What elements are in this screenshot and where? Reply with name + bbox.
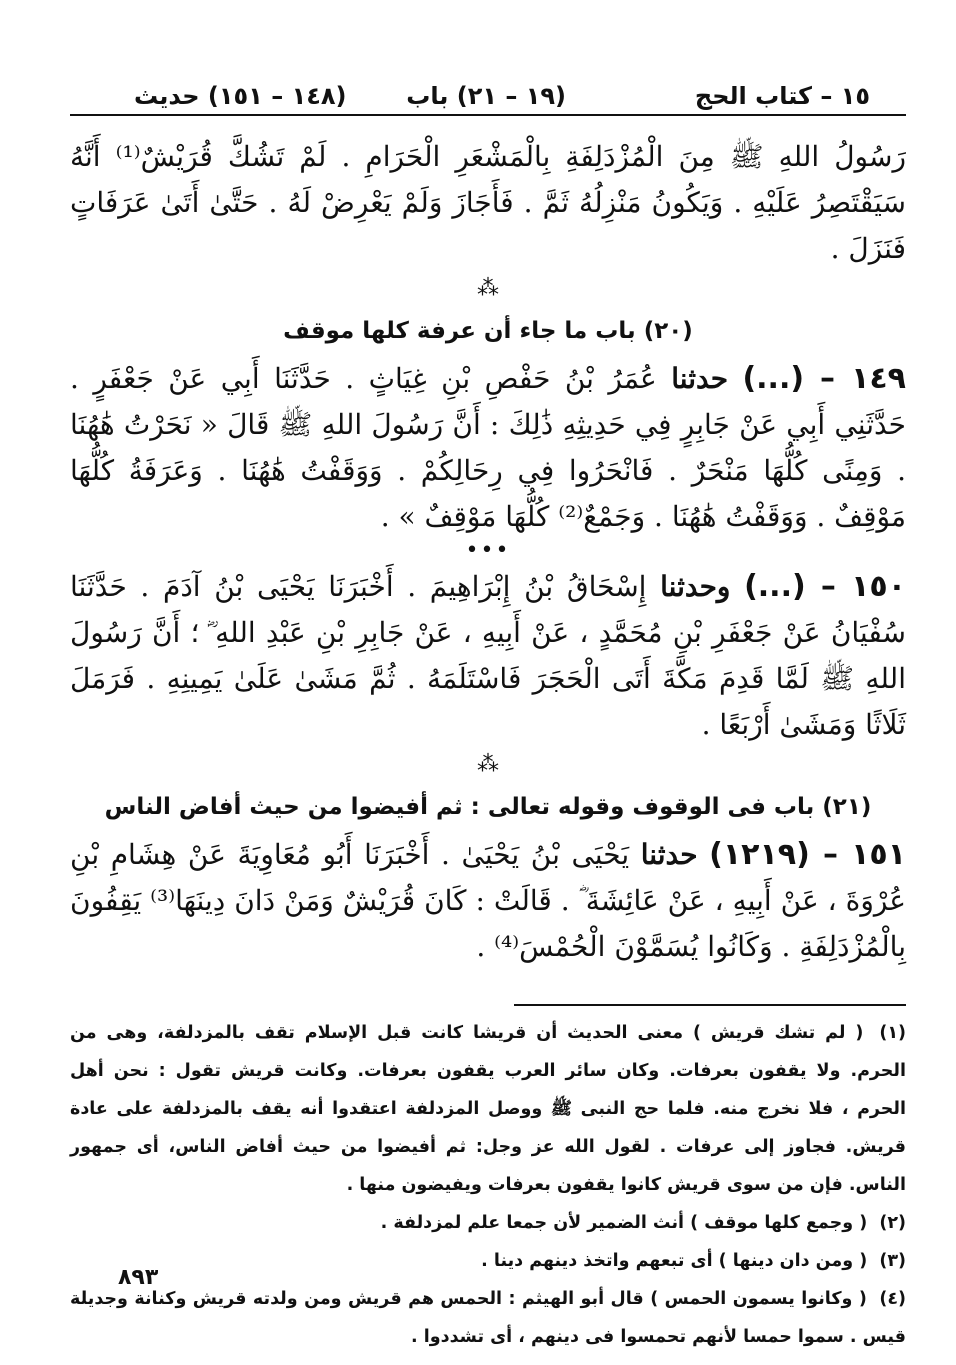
ornament-divider: ⁂ — [477, 276, 499, 301]
running-header — [70, 70, 906, 116]
ornament-divider: ••• — [465, 538, 511, 563]
header-book-title: ١٥ – كتاب الحج — [694, 82, 870, 110]
page-number: ٨٩٣ — [118, 1265, 159, 1290]
narrator-formula: وحدثنا — [660, 570, 731, 603]
footnote-text: ( لم تشك قريش ) معنى الحديث أن قريشا كانت قبل الإسلام تقف بالمزدلفة، وهى من الحرم. ولا يقفون بعرفات. وكان سائر العرب يقفون بعرفات. وكانت قريش تقول : نحن أهل الحرم ، فلا نخرج منه. فلما حج النبى ﷺ ووصل المزدلفة اعتقدوا أنه يقف بالمزدلفة على عادة قريش. فجاوز إلى عرفات . لقول الله عز وجل: ثم أفيضوا من حيث أفاض الناس، أى جمهور الناس. فإن من سوى قريش كانوا يقفون بعرفات ويفيضون منها . — [70, 1023, 906, 1195]
footnote-text: ( وجمع كلها موقف ) أنث الضمير لأن جمعا علم لمزدلفة . — [380, 1213, 868, 1233]
hadith-number: ١٥١ – (١٢١٩) — [709, 837, 907, 872]
hadith-number: ١٥٠ – (...) — [744, 569, 907, 604]
footnote-1 — [70, 1014, 906, 1204]
footnote-4 — [70, 1280, 906, 1356]
footnote-number: (٣) — [879, 1251, 906, 1271]
footnote-2 — [70, 1204, 906, 1242]
intro-paragraph: رَسُولُ اللهِ ﷺ مِنَ الْمُزْدَلِفَةِ بِالْمَشْعَرِ الْحَرَامِ . لَمْ تَشُكَّ قُرَيْشٌ⁽¹⁾ أَنَّهُ سَيَقْتَصِرُ عَلَيْهِ . وَيَكُونُ مَنْزِلُهُ ثَمَّ . فَأَجَازَ وَلَمْ يَعْرِضْ لَهُ . حَتَّىٰ أَتَىٰ عَرَفَاتٍ فَنَزَلَ . — [70, 140, 906, 265]
header-hadith-range: (١٤٨ – ١٥١) حديث — [134, 82, 347, 110]
footnote-3 — [70, 1242, 906, 1280]
section-title-20: (٢٠) باب ما جاء أن عرفة كلها موقف — [283, 318, 693, 344]
ornament-divider: ⁂ — [477, 752, 499, 777]
hadith-number: ١٤٩ – (...) — [742, 361, 906, 396]
narrator-formula: حدثنا — [640, 838, 698, 871]
hadith-text: عُمَرُ بْنُ حَفْصِ بْنِ غِيَاثٍ . حَدَّثَنَا أَبِي عَنْ جَعْفَرٍ . حَدَّثَنِي أَبِي عَنْ جَابِرٍ فِي حَدِيثِهِ ذَٰلِكَ : أَنَّ رَسُولَ اللهِ ﷺ قَالَ « نَحَرْتُ هَٰهُنَا . وَمِنًى كُلُّهَا مَنْحَرٌ . فَانْحَرُوا فِي رِحَالِكُمْ . وَوَقَفْتُ هَٰهُنَا . وَعَرَفَةُ كُلُّهَا مَوْقِفٌ . وَوَقَفْتُ هَٰهُنَا . وَجَمْعٌ⁽²⁾ كُلُّهَا مَوْقِفٌ » . — [70, 362, 906, 533]
page-content — [70, 70, 906, 1356]
hadith-149 — [70, 356, 906, 540]
footnotes — [70, 1014, 906, 1356]
narrator-formula: حدثنا — [671, 362, 728, 395]
header-chapter-range: (١٩ – ٢١) باب — [406, 82, 566, 110]
footnote-text: ( ومن دان دينها ) أى تبعهم واتخذ دينهم دينا . — [481, 1251, 868, 1271]
hadith-150 — [70, 564, 906, 748]
section-title-21: (٢١) باب فى الوقوف وقوله تعالى : ثم أفيضوا من حيث أفاض الناس — [104, 794, 872, 820]
footnote-text: ( وكانوا يسمون الحمس ) قال أبو الهيثم : الحمس هم قريش ومن ولدته قريش وكنانة وجديلة قيس . سموا حمسا لأنهم تحمسوا فى دينهم ، أى تشددوا . — [70, 1289, 906, 1347]
hadith-text: يَحْيَى بْنُ يَحْيَىٰ . أَخْبَرَنَا أَبُو مُعَاوِيَةَ عَنْ هِشَامِ بْنِ عُرْوَةَ ، عَنْ أَبِيهِ ، عَنْ عَائِشَةَ ؓ . قَالَتْ : كَانَ قُرَيْشٌ وَمَنْ دَانَ دِينَهَا⁽³⁾ يَقِفُونَ بِالْمُزْدَلِفَةِ . وَكَانُوا يُسَمَّوْنَ الْحُمْسَ⁽⁴⁾ . — [70, 838, 906, 963]
hadith-text: إِسْحَاقُ بْنُ إِبْرَاهِيمَ . أَخْبَرَنَا يَحْيَى بْنُ آدَمَ . حَدَّثَنَا سُفْيَانُ عَنْ جَعْفَرِ بْنِ مُحَمَّدٍ ، عَنْ أَبِيهِ ، عَنْ جَابِرِ بْنِ عَبْدِ اللهِ ؓ ؛ أَنَّ رَسُولَ اللهِ ﷺ لَمَّا قَدِمَ مَكَّةَ أَتَى الْحَجَرَ فَاسْتَلَمَهُ . ثُمَّ مَشَىٰ عَلَىٰ يَمِينِهِ . فَرَمَلَ ثَلَاثًا وَمَشَىٰ أَرْبَعًا . — [70, 570, 906, 741]
footnote-number: (١) — [879, 1023, 907, 1043]
hadith-151 — [70, 832, 906, 970]
footnote-separator — [514, 1004, 906, 1006]
footnote-number: (٢) — [879, 1213, 906, 1233]
footnote-number: (٤) — [879, 1289, 906, 1309]
